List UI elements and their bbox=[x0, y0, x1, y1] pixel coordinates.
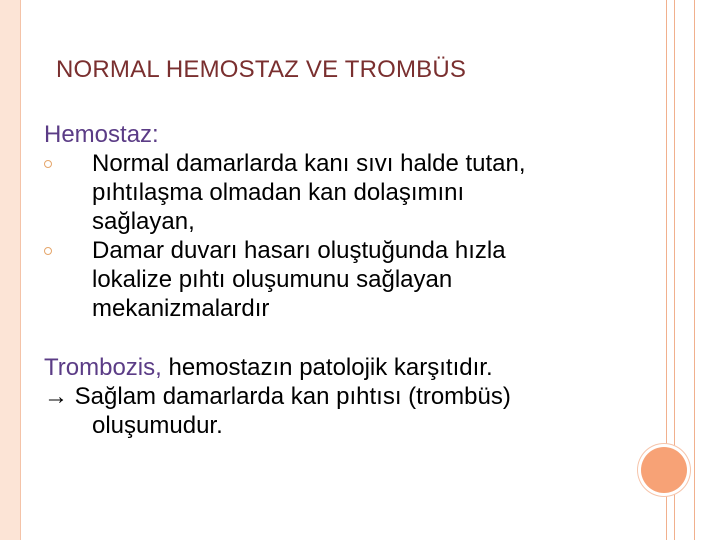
bullet-line: mekanizmalardır bbox=[92, 295, 270, 322]
arrow-text: Sağlam damarlarda kan pıhtısı (trombüs) bbox=[68, 383, 511, 410]
bullet-line: Damar duvarı hasarı oluştuğunda hızla bbox=[92, 237, 506, 264]
trombozis-definition: hemostazın patolojik karşıtıdır. bbox=[161, 354, 493, 381]
bullet-line: lokalize pıhtı oluşumunu sağlayan bbox=[92, 266, 453, 293]
rail-line bbox=[694, 0, 695, 540]
trombozis-term: Trombozis, bbox=[44, 354, 162, 381]
arrow-sentence bbox=[44, 382, 644, 411]
right-arrow-icon: → bbox=[44, 383, 68, 410]
decorative-circle bbox=[641, 447, 687, 493]
slide-content bbox=[44, 120, 644, 440]
bullet-line: sağlayan, bbox=[92, 208, 195, 235]
bullet-circle-icon bbox=[44, 247, 52, 255]
bullet-circle-icon bbox=[44, 160, 52, 168]
left-border-decoration bbox=[0, 0, 21, 540]
bullet-item bbox=[44, 149, 644, 236]
bullet-line: Normal damarlarda kanı sıvı halde tutan, bbox=[92, 150, 526, 177]
trombozis-sentence bbox=[44, 353, 644, 382]
slide-title: NORMAL HEMOSTAZ VE TROMBÜS bbox=[56, 56, 467, 83]
bullet-line: pıhtılaşma olmadan kan dolaşımını bbox=[92, 179, 465, 206]
bullet-item bbox=[44, 236, 644, 323]
spacer bbox=[44, 323, 644, 353]
hemostaz-heading: Hemostaz: bbox=[44, 121, 159, 148]
arrow-continuation: oluşumudur. bbox=[92, 412, 223, 439]
